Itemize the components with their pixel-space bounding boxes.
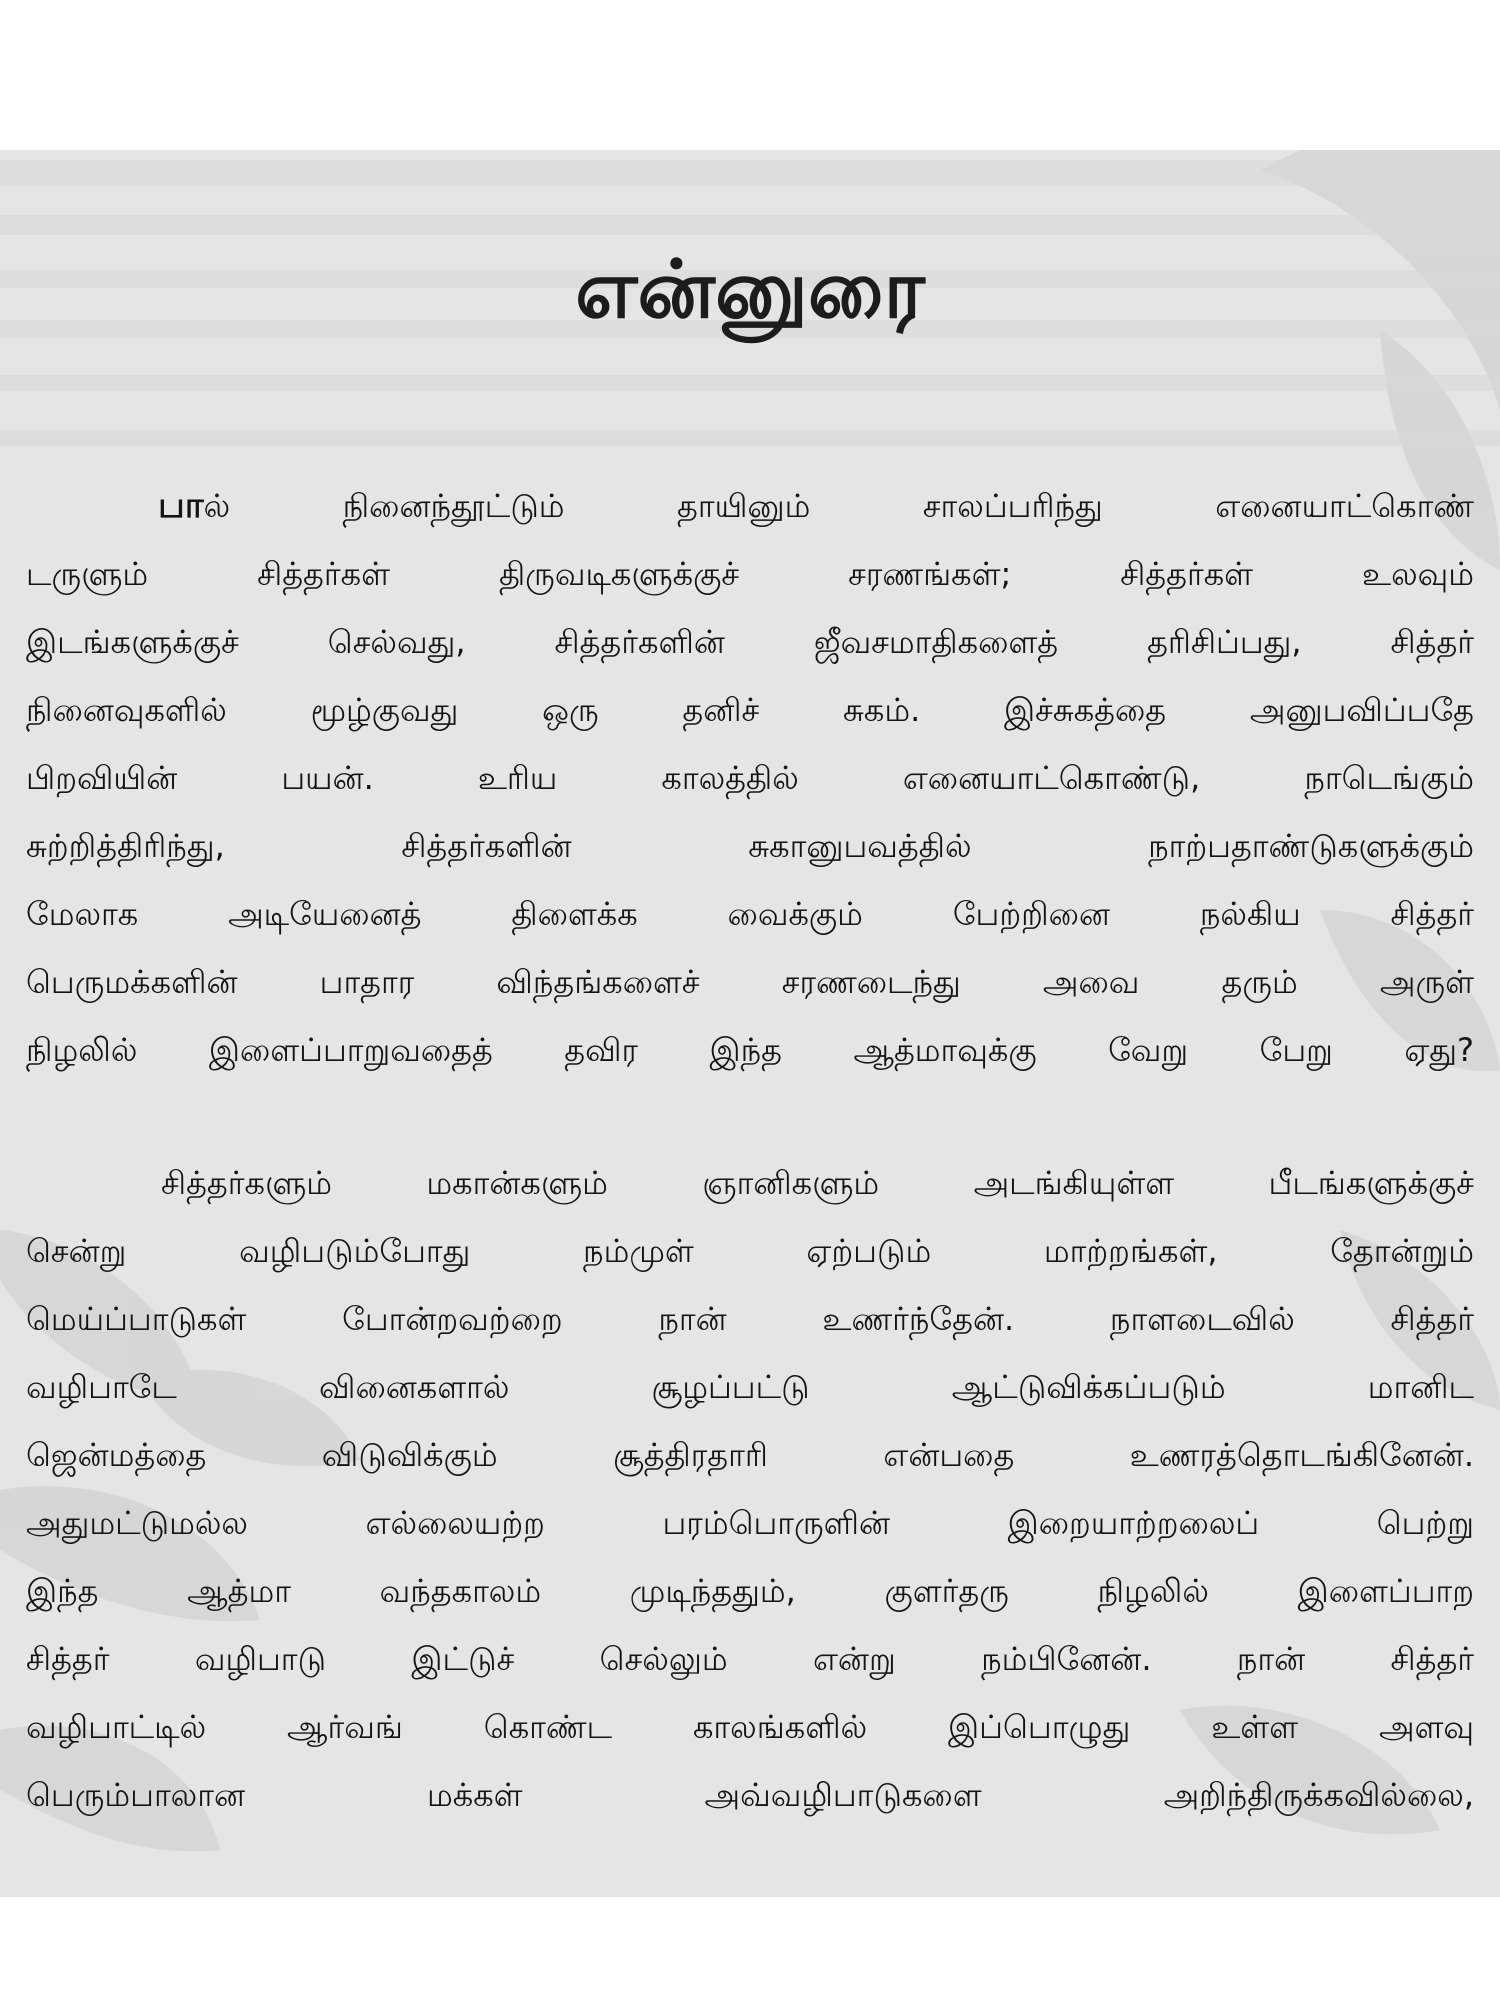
paragraph-line: வழிபாடே வினைகளால் சூழப்பட்டு ஆட்டுவிக்கப்படும் மானிட: [26, 1368, 1474, 1406]
paragraph-line: ஜென்மத்தை விடுவிக்கும் சூத்திரதாரி என்பதை உணரத்தொடங்கினேன்.: [26, 1436, 1474, 1474]
paragraph-line: வழிபாட்டில் ஆர்வங் கொண்ட காலங்களில் இப்பொழுது உள்ள அளவு: [26, 1708, 1474, 1746]
paragraph-line: மேலாக அடியேனைத் திளைக்க வைக்கும் பேற்றினை நல்கிய சித்தர்: [26, 895, 1474, 933]
paragraph-line: சித்தர்களும் மகான்களும் ஞானிகளும் அடங்கியுள்ள பீடங்களுக்குச்: [161, 1164, 1474, 1202]
paragraph-line: பெருமக்களின் பாதார விந்தங்களைச் சரணடைந்து அவை தரும் அருள்: [26, 963, 1474, 1001]
paragraph-line: இந்த ஆத்மா வந்தகாலம் முடிந்ததும், குளர்தரு நிழலில் இளைப்பாற: [26, 1572, 1474, 1610]
paragraph-line: சென்று வழிபடும்போது நம்முள் ஏற்படும் மாற்றங்கள், தோன்றும்: [26, 1232, 1474, 1270]
page-panel: [0, 150, 1500, 1897]
paragraph-line: மெய்ப்பாடுகள் போன்றவற்றை நான் உணர்ந்தேன். நாளடைவில் சித்தர்: [26, 1300, 1474, 1338]
paragraph-line: பெரும்பாலான மக்கள் அவ்வழிபாடுகளை அறிந்திருக்கவில்லை,: [26, 1776, 1474, 1814]
paragraph-2: [26, 1149, 1474, 1829]
line-text: ல் நினைந்தூட்டும் தாயினும் சாலப்பரிந்து எனையாட்கொண்: [203, 487, 1474, 525]
paragraph-line: அதுமட்டுமல்ல எல்லையற்ற பரம்பொருளின் இறையாற்றலைப் பெற்று: [26, 1504, 1474, 1542]
paragraph-line: [26, 472, 1474, 540]
paragraph-line: இடங்களுக்குச் செல்வது, சித்தர்களின் ஜீவசமாதிகளைத் தரிசிப்பது, சித்தர்: [26, 623, 1474, 661]
paragraph-line: நினைவுகளில் மூழ்குவது ஒரு தனிச் சுகம். இச்சுகத்தை அனுபவிப்பதே: [26, 691, 1474, 729]
dropcap: பா: [158, 485, 204, 526]
paragraph-line: பிறவியின் பயன். உரிய காலத்தில் எனையாட்கொண்டு, நாடெங்கும்: [26, 759, 1474, 797]
page-title: என்னுரை: [575, 243, 925, 336]
paragraph-line: நிழலில் இளைப்பாறுவதைத் தவிர இந்த ஆத்மாவுக்கு வேறு பேறு ஏது?: [26, 1031, 1474, 1069]
paragraph-line: சித்தர் வழிபாடு இட்டுச் செல்லும் என்று நம்பினேன். நான் சித்தர்: [26, 1640, 1474, 1678]
paragraph-line: சுற்றித்திரிந்து, சித்தர்களின் சுகானுபவத்தில் நாற்பதாண்டுகளுக்கும்: [26, 827, 1474, 865]
paragraph-1: [26, 472, 1474, 1084]
paragraph-line: டருளும் சித்தர்கள் திருவடிகளுக்குச் சரணங்கள்; சித்தர்கள் உலவும்: [26, 555, 1474, 593]
